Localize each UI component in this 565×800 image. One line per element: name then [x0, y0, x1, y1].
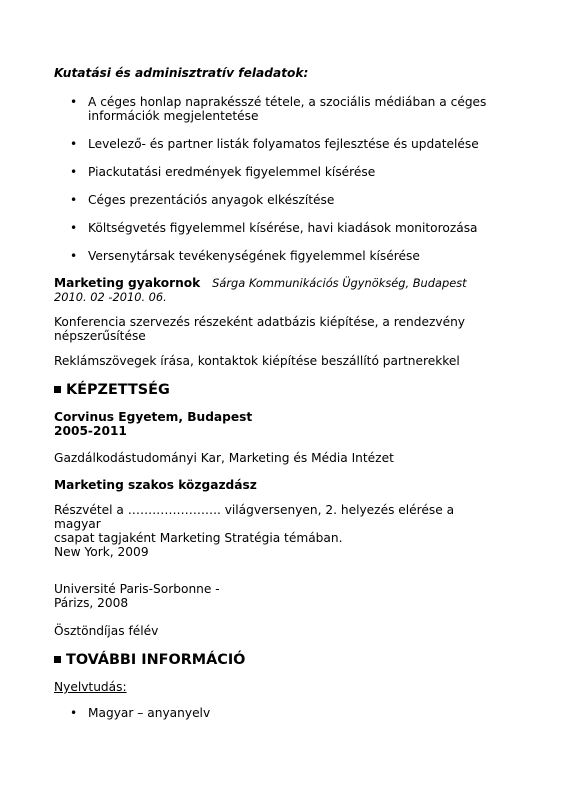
bullet-icon: •: [70, 706, 78, 720]
job-title: Marketing gyakornok: [54, 276, 201, 290]
square-bullet-icon: [54, 386, 61, 393]
duty-text: Költségvetés figyelemmel kísérése, havi kiadások monitorozása: [88, 221, 478, 235]
duties-heading: Kutatási és adminisztratív feladatok:: [54, 66, 309, 80]
competition-location: New York, 2009: [54, 545, 149, 559]
job-description: [54, 315, 494, 343]
faculty-name: Gazdálkodástudományi Kar, Marketing és Média Intézet: [54, 451, 394, 465]
competition-line: Részvétel a ………………….. világversenyen, 2. helyezés elérése a magyar: [54, 503, 455, 531]
paris-block: [54, 582, 220, 610]
education-heading-text: KÉPZETTSÉG: [66, 382, 170, 398]
language-text: Magyar – anyanyelv: [88, 706, 211, 720]
bullet-icon: •: [70, 249, 78, 263]
education-section-heading: [54, 381, 170, 399]
duty-text: Levelező- és partner listák folyamatos fejlesztése és updatelése: [88, 137, 479, 151]
bullet-icon: •: [70, 95, 78, 109]
bullet-icon: •: [70, 221, 78, 235]
competition-line: csapat tagjaként Marketing Stratégia témában.: [54, 531, 343, 545]
job-company: Sárga Kommunikációs Ügynökség, Budapest: [212, 276, 467, 290]
job-description-line: Konferencia szervezés részeként adatbázis kiépítése, a rendezvény: [54, 315, 466, 329]
competition-block: [54, 503, 504, 559]
square-bullet-icon: [54, 656, 61, 663]
bullet-icon: •: [70, 165, 78, 179]
languages-label: Nyelvtudás:: [54, 680, 127, 694]
job-description-line: népszerűsítése: [54, 329, 146, 343]
job-dates: 2010. 02 -2010. 06.: [54, 290, 167, 304]
duty-text: Céges prezentációs anyagok elkészítése: [88, 193, 335, 207]
additional-section-heading: [54, 651, 245, 669]
bullet-icon: •: [70, 137, 78, 151]
job-header: [54, 276, 467, 290]
additional-heading-text: TOVÁBBI INFORMÁCIÓ: [66, 652, 246, 668]
paris-university: Université Paris-Sorbonne -: [54, 582, 220, 596]
bullet-icon: •: [70, 193, 78, 207]
school-years: 2005-2011: [54, 424, 127, 438]
paris-location-year: Párizs, 2008: [54, 596, 129, 610]
degree-title: Marketing szakos közgazdász: [54, 478, 257, 492]
duty-text: Piackutatási eredmények figyelemmel kísérése: [88, 165, 376, 179]
job-description-2: Reklámszövegek írása, kontaktok kiépítése beszállító partnerekkel: [54, 354, 460, 368]
duty-text: Versenytársak tevékenységének figyelemmel kísérése: [88, 249, 420, 263]
school-name: Corvinus Egyetem, Budapest: [54, 410, 253, 424]
scholarship-note: Ösztöndíjas félév: [54, 624, 159, 638]
duty-text-continued: információk megjelentetése: [88, 109, 259, 123]
duty-text: A céges honlap naprakésszé tétele, a szociális médiában a céges: [88, 95, 487, 109]
